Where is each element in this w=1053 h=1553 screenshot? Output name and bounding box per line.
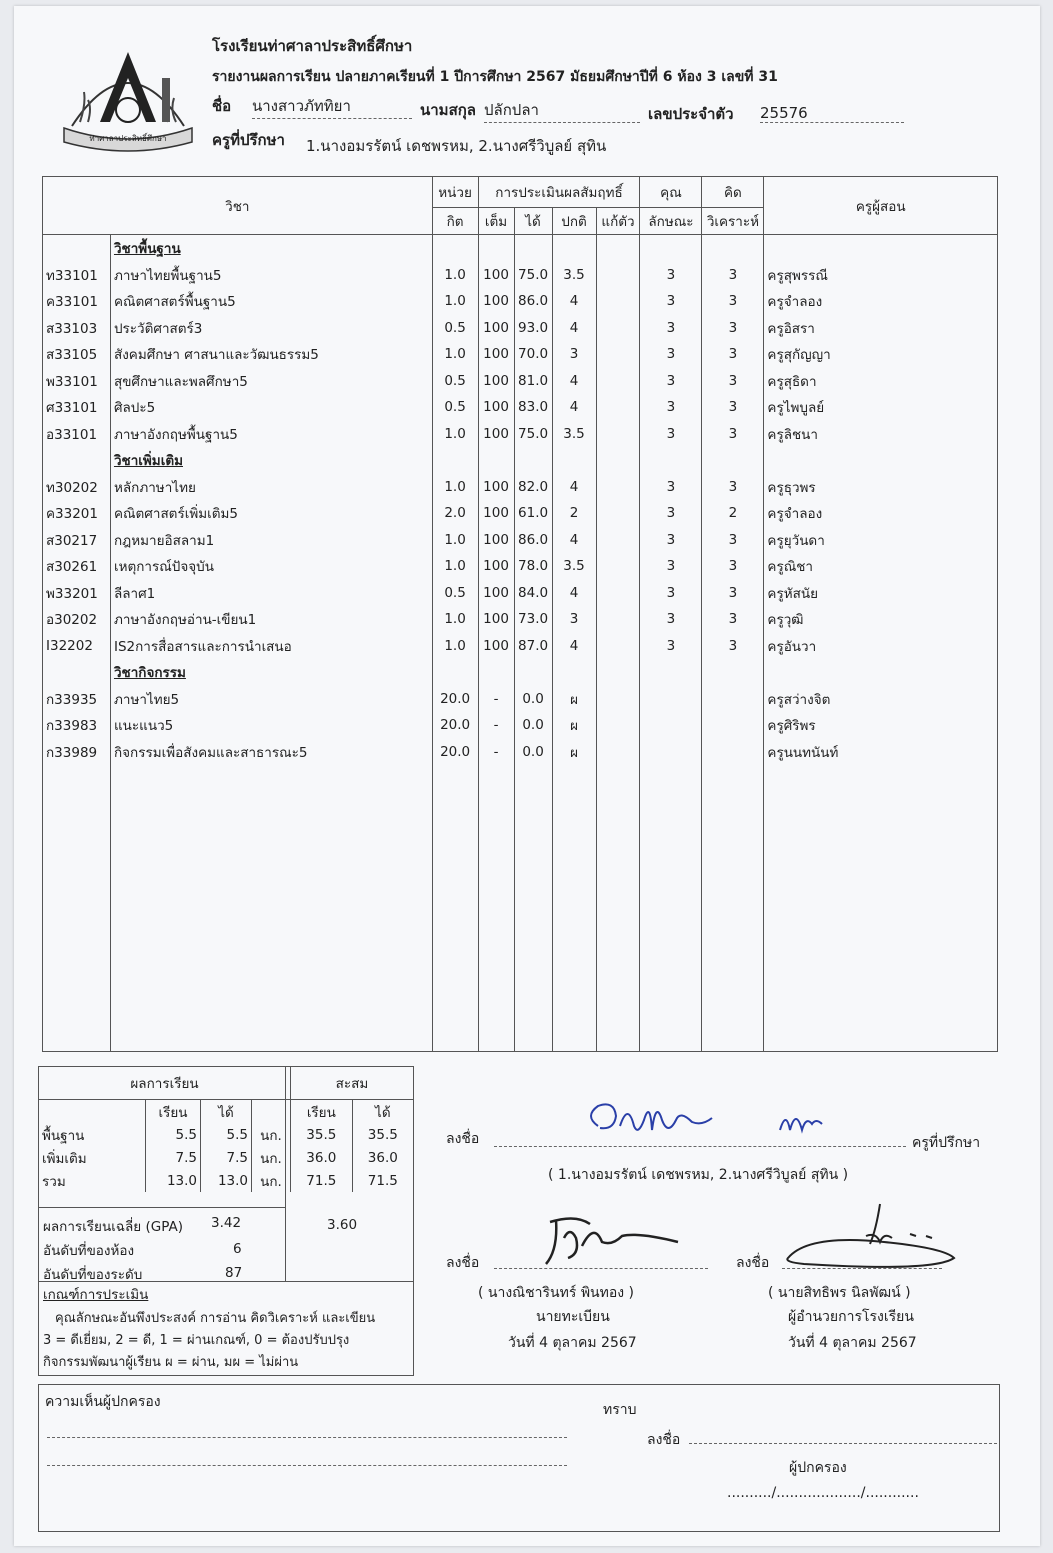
school-logo bbox=[58, 38, 198, 156]
section-header-row bbox=[43, 235, 998, 262]
header-char-bottom: ลักษณะ bbox=[640, 208, 702, 235]
remedial-grade bbox=[596, 527, 640, 554]
credit: 1.0 bbox=[432, 288, 478, 315]
remedial-grade bbox=[596, 553, 640, 580]
score: 0.0 bbox=[514, 739, 552, 766]
summary-credit-rows bbox=[39, 1123, 413, 1192]
summary-row bbox=[39, 1146, 413, 1169]
grade: 4 bbox=[552, 474, 596, 501]
accumulated-studied: 36.0 bbox=[291, 1146, 353, 1169]
characteristic-score: 3 bbox=[640, 315, 702, 342]
credit: 0.5 bbox=[432, 580, 478, 607]
grade: 3 bbox=[552, 341, 596, 368]
table-row bbox=[43, 580, 998, 607]
characteristic-score: 3 bbox=[640, 580, 702, 607]
class-rank-value: 6 bbox=[233, 1241, 242, 1257]
analytical-thinking-score: 3 bbox=[702, 527, 764, 554]
table-row bbox=[43, 553, 998, 580]
subject-name: ศิลปะ5 bbox=[110, 394, 432, 421]
grade: 4 bbox=[552, 394, 596, 421]
subject-code: ค33101 bbox=[43, 288, 111, 315]
remedial-grade bbox=[596, 606, 640, 633]
subject-code: อ33101 bbox=[43, 421, 111, 448]
analytical-thinking-score: 3 bbox=[702, 553, 764, 580]
characteristic-score: 3 bbox=[640, 421, 702, 448]
gpa-value: 3.42 bbox=[211, 1215, 242, 1231]
table-row bbox=[43, 262, 998, 289]
analytical-thinking-score: 3 bbox=[702, 368, 764, 395]
remedial-grade bbox=[596, 686, 640, 713]
characteristic-score bbox=[640, 686, 702, 713]
full-score: 100 bbox=[478, 606, 514, 633]
section-title: วิชาพื้นฐาน bbox=[110, 235, 432, 262]
score: 61.0 bbox=[514, 500, 552, 527]
gpa-label: ผลการเรียนเฉลี่ย (GPA) bbox=[43, 1219, 183, 1235]
section-title: วิชาเพิ่มเติม bbox=[110, 447, 432, 474]
subject-name: หลักภาษาไทย bbox=[110, 474, 432, 501]
analytical-thinking-score: 3 bbox=[702, 474, 764, 501]
full-score: 100 bbox=[478, 394, 514, 421]
score: 86.0 bbox=[514, 527, 552, 554]
teacher-name: ครูนนทนันท์ bbox=[764, 739, 998, 766]
subject-code: ส30217 bbox=[43, 527, 111, 554]
director-sign-label: ลงชื่อ bbox=[736, 1255, 770, 1271]
teacher-name: ครูสุพรรณี bbox=[764, 262, 998, 289]
analytical-thinking-score: 3 bbox=[702, 315, 764, 342]
table-row bbox=[43, 394, 998, 421]
characteristic-score: 3 bbox=[640, 527, 702, 554]
student-first-name: นางสาวภัททิยา bbox=[252, 94, 412, 119]
full-score: 100 bbox=[478, 580, 514, 607]
subject-code: ส30261 bbox=[43, 553, 111, 580]
credit: 20.0 bbox=[432, 686, 478, 713]
summary-acc-study-label: เรียน bbox=[291, 1100, 353, 1124]
advisor-names: 1.นางอมรรัตน์ เดชพรหม, 2.นางศรีวิบูลย์ สุทิน bbox=[306, 137, 607, 155]
surname-label: นามสกุล bbox=[420, 101, 476, 119]
credit: 1.0 bbox=[432, 527, 478, 554]
grades-body bbox=[43, 235, 998, 1052]
teacher-name: ครูยุวันดา bbox=[764, 527, 998, 554]
parent-date-line: ........../.................../............ bbox=[727, 1485, 919, 1501]
credits-studied: 7.5 bbox=[146, 1146, 201, 1169]
credit-unit: นก. bbox=[252, 1169, 291, 1192]
subject-name: ประวัติศาสตร์3 bbox=[110, 315, 432, 342]
accumulated-studied: 35.5 bbox=[291, 1123, 353, 1146]
score: 0.0 bbox=[514, 712, 552, 739]
subject-name: ภาษาไทย5 bbox=[110, 686, 432, 713]
teacher-name: ครูสุกัญญา bbox=[764, 341, 998, 368]
subject-name: ภาษาไทยพื้นฐาน5 bbox=[110, 262, 432, 289]
teacher-name: ครูณิชา bbox=[764, 553, 998, 580]
analytical-thinking-score: 3 bbox=[702, 633, 764, 660]
summary-result-label: ผลการเรียน bbox=[130, 1076, 199, 1092]
grade: ผ bbox=[552, 739, 596, 766]
summary-row bbox=[39, 1169, 413, 1192]
table-row bbox=[43, 341, 998, 368]
parent-sign-label: ลงชื่อ bbox=[647, 1432, 681, 1448]
remedial-grade bbox=[596, 262, 640, 289]
table-row bbox=[43, 633, 998, 660]
score: 81.0 bbox=[514, 368, 552, 395]
credits-earned: 13.0 bbox=[201, 1169, 252, 1192]
credit: 1.0 bbox=[432, 341, 478, 368]
subject-code: ศ33101 bbox=[43, 394, 111, 421]
header-got: ได้ bbox=[514, 208, 552, 235]
credit: 1.0 bbox=[432, 421, 478, 448]
remedial-grade bbox=[596, 633, 640, 660]
criteria-title: เกณฑ์การประเมิน bbox=[43, 1287, 149, 1303]
parent-sign-line[interactable] bbox=[689, 1443, 997, 1444]
table-row bbox=[43, 606, 998, 633]
remedial-grade bbox=[596, 368, 640, 395]
header-subject: วิชา bbox=[43, 177, 433, 235]
class-rank-label: อันดับที่ของห้อง bbox=[43, 1243, 135, 1259]
characteristic-score: 3 bbox=[640, 262, 702, 289]
subject-name: สุขศึกษาและพลศึกษา5 bbox=[110, 368, 432, 395]
header-fix: แก้ตัว bbox=[596, 208, 640, 235]
table-row bbox=[43, 315, 998, 342]
summary-acc-got-label: ได้ bbox=[352, 1100, 413, 1124]
remedial-grade bbox=[596, 712, 640, 739]
gpa-accumulated: 3.60 bbox=[327, 1217, 358, 1233]
score: 84.0 bbox=[514, 580, 552, 607]
subject-code: ท33101 bbox=[43, 262, 111, 289]
score: 75.0 bbox=[514, 421, 552, 448]
credits-earned: 5.5 bbox=[201, 1123, 252, 1146]
table-row bbox=[43, 288, 998, 315]
registrar-sign-label: ลงชื่อ bbox=[446, 1255, 480, 1271]
full-score: - bbox=[478, 686, 514, 713]
analytical-thinking-score bbox=[702, 712, 764, 739]
subject-code: ก33983 bbox=[43, 712, 111, 739]
full-score: - bbox=[478, 712, 514, 739]
full-score: 100 bbox=[478, 421, 514, 448]
credit: 0.5 bbox=[432, 394, 478, 421]
credit: 1.0 bbox=[432, 474, 478, 501]
analytical-thinking-score: 2 bbox=[702, 500, 764, 527]
full-score: 100 bbox=[478, 262, 514, 289]
grade: 4 bbox=[552, 315, 596, 342]
grade: 4 bbox=[552, 633, 596, 660]
summary-row bbox=[39, 1123, 413, 1146]
grade: ผ bbox=[552, 686, 596, 713]
full-score: 100 bbox=[478, 368, 514, 395]
header-think-top: คิด bbox=[702, 177, 764, 208]
credit-unit: นก. bbox=[252, 1146, 291, 1169]
school-name: โรงเรียนท่าศาลาประสิทธิ์ศึกษา bbox=[212, 37, 413, 55]
remedial-grade bbox=[596, 341, 640, 368]
full-score: 100 bbox=[478, 500, 514, 527]
credit: 1.0 bbox=[432, 553, 478, 580]
grade: 2 bbox=[552, 500, 596, 527]
header-normal: ปกติ bbox=[552, 208, 596, 235]
subject-name: ลีลาศ1 bbox=[110, 580, 432, 607]
subject-name: ภาษาอังกฤษพื้นฐาน5 bbox=[110, 421, 432, 448]
credit: 0.5 bbox=[432, 315, 478, 342]
advisor-label: ครูที่ปรึกษา bbox=[212, 131, 285, 149]
criteria-line-3: กิจกรรมพัฒนาผู้เรียน ผ = ผ่าน, มผ = ไม่ผ่าน bbox=[43, 1355, 299, 1370]
score: 70.0 bbox=[514, 341, 552, 368]
subject-name: กิจกรรมเพื่อสังคมและสาธารณะ5 bbox=[110, 739, 432, 766]
characteristic-score: 3 bbox=[640, 474, 702, 501]
subject-code: ค33201 bbox=[43, 500, 111, 527]
opinion-line-2[interactable] bbox=[47, 1465, 567, 1466]
characteristic-score bbox=[640, 739, 702, 766]
teacher-name: ครูหัสนัย bbox=[764, 580, 998, 607]
subject-code: ส33103 bbox=[43, 315, 111, 342]
opinion-line-1[interactable] bbox=[47, 1437, 567, 1438]
remedial-grade bbox=[596, 288, 640, 315]
accumulated-studied: 71.5 bbox=[291, 1169, 353, 1192]
subject-code: I32202 bbox=[43, 633, 111, 660]
credits-studied: 13.0 bbox=[146, 1169, 201, 1192]
remedial-grade bbox=[596, 394, 640, 421]
summary-row-label: เพิ่มเติม bbox=[42, 1150, 87, 1167]
teacher-name: ครูสว่างจิต bbox=[764, 686, 998, 713]
registrar-role: นายทะเบียน bbox=[536, 1309, 610, 1325]
accumulated-earned: 36.0 bbox=[352, 1146, 413, 1169]
full-score: 100 bbox=[478, 341, 514, 368]
analytical-thinking-score: 3 bbox=[702, 262, 764, 289]
advisor-signature bbox=[580, 1096, 860, 1148]
full-score: 100 bbox=[478, 474, 514, 501]
registrar-name: ( นางณิชารินทร์ พินทอง ) bbox=[478, 1285, 635, 1301]
subject-code: พ33101 bbox=[43, 368, 111, 395]
subject-code: ท30202 bbox=[43, 474, 111, 501]
full-score: 100 bbox=[478, 288, 514, 315]
teacher-name: ครูลิชนา bbox=[764, 421, 998, 448]
score: 78.0 bbox=[514, 553, 552, 580]
table-row bbox=[43, 474, 998, 501]
summary-row-label: พื้นฐาน bbox=[42, 1127, 85, 1144]
teacher-name: ครูอันวา bbox=[764, 633, 998, 660]
remedial-grade bbox=[596, 739, 640, 766]
characteristic-score: 3 bbox=[640, 288, 702, 315]
table-row bbox=[43, 500, 998, 527]
section-header-row bbox=[43, 659, 998, 686]
grade: 3.5 bbox=[552, 553, 596, 580]
parent-role: ผู้ปกครอง bbox=[789, 1460, 847, 1476]
student-id: 25576 bbox=[760, 104, 904, 123]
characteristic-score: 3 bbox=[640, 553, 702, 580]
accumulated-earned: 71.5 bbox=[352, 1169, 413, 1192]
analytical-thinking-score: 3 bbox=[702, 421, 764, 448]
score: 0.0 bbox=[514, 686, 552, 713]
characteristic-score: 3 bbox=[640, 368, 702, 395]
subject-name: ภาษาอังกฤษอ่าน-เขียน1 bbox=[110, 606, 432, 633]
score: 75.0 bbox=[514, 262, 552, 289]
full-score: 100 bbox=[478, 633, 514, 660]
acknowledge-text: ทราบ bbox=[603, 1402, 637, 1418]
report-title: รายงานผลการเรียน ปลายภาคเรียนที่ 1 ปีการศึกษา 2567 มัธยมศึกษาปีที่ 6 ห้อง 3 เลขที่ 31 bbox=[212, 69, 778, 85]
analytical-thinking-score: 3 bbox=[702, 341, 764, 368]
score: 86.0 bbox=[514, 288, 552, 315]
grade: ผ bbox=[552, 712, 596, 739]
header-think-bottom: วิเคราะห์ bbox=[702, 208, 764, 235]
credit: 1.0 bbox=[432, 633, 478, 660]
subject-name: เหตุการณ์ปัจจุบัน bbox=[110, 553, 432, 580]
registrar-signature bbox=[520, 1208, 700, 1274]
subject-name: คณิตศาสตร์เพิ่มเติม5 bbox=[110, 500, 432, 527]
characteristic-score: 3 bbox=[640, 341, 702, 368]
criteria-line-1: คุณลักษณะอันพึงประสงค์ การอ่าน คิดวิเคราะห์ และเขียน bbox=[55, 1311, 376, 1326]
subject-name: แนะแนว5 bbox=[110, 712, 432, 739]
credit-unit: นก. bbox=[252, 1123, 291, 1146]
header-char-top: คุณ bbox=[640, 177, 702, 208]
credit: 20.0 bbox=[432, 739, 478, 766]
teacher-name: ครูจำลอง bbox=[764, 288, 998, 315]
subject-code: ส33105 bbox=[43, 341, 111, 368]
parent-opinion-box bbox=[38, 1384, 1000, 1532]
analytical-thinking-score: 3 bbox=[702, 394, 764, 421]
director-date: วันที่ 4 ตุลาคม 2567 bbox=[788, 1335, 917, 1351]
teacher-name: ครูจำลอง bbox=[764, 500, 998, 527]
summary-got-label: ได้ bbox=[201, 1100, 252, 1124]
subject-code: ก33989 bbox=[43, 739, 111, 766]
grade: 4 bbox=[552, 527, 596, 554]
credit: 2.0 bbox=[432, 500, 478, 527]
credits-earned: 7.5 bbox=[201, 1146, 252, 1169]
grade: 4 bbox=[552, 368, 596, 395]
teacher-name: ครูอิสรา bbox=[764, 315, 998, 342]
full-score: - bbox=[478, 739, 514, 766]
table-row bbox=[43, 712, 998, 739]
accumulated-earned: 35.5 bbox=[352, 1123, 413, 1146]
characteristic-score: 3 bbox=[640, 633, 702, 660]
characteristic-score bbox=[640, 712, 702, 739]
credit: 20.0 bbox=[432, 712, 478, 739]
director-role: ผู้อำนวยการโรงเรียน bbox=[788, 1309, 914, 1325]
characteristic-score: 3 bbox=[640, 606, 702, 633]
summary-accum-label: สะสม bbox=[291, 1067, 414, 1100]
header-credit-bottom: กิต bbox=[432, 208, 478, 235]
id-label: เลขประจำตัว bbox=[648, 105, 734, 123]
full-score: 100 bbox=[478, 553, 514, 580]
full-score: 100 bbox=[478, 315, 514, 342]
criteria-line-2: 3 = ดีเยี่ยม, 2 = ดี, 1 = ผ่านเกณฑ์, 0 = ต้องปรับปรุง bbox=[43, 1333, 350, 1348]
credit: 0.5 bbox=[432, 368, 478, 395]
summary-study-label: เรียน bbox=[146, 1100, 201, 1124]
subject-code: พ33201 bbox=[43, 580, 111, 607]
director-signature bbox=[780, 1196, 970, 1274]
table-row bbox=[43, 421, 998, 448]
analytical-thinking-score: 3 bbox=[702, 606, 764, 633]
credit: 1.0 bbox=[432, 262, 478, 289]
credit: 1.0 bbox=[432, 606, 478, 633]
level-rank-value: 87 bbox=[225, 1265, 243, 1281]
summary-box bbox=[38, 1066, 414, 1376]
full-score: 100 bbox=[478, 527, 514, 554]
teacher-name: ครูวุฒิ bbox=[764, 606, 998, 633]
analytical-thinking-score: 3 bbox=[702, 580, 764, 607]
advisor-sign-label: ลงชื่อ bbox=[446, 1131, 480, 1147]
header-credit-top: หน่วย bbox=[432, 177, 478, 208]
header-assessment: การประเมินผลสัมฤทธิ์ bbox=[478, 177, 640, 208]
advisor-role: ครูที่ปรึกษา bbox=[912, 1135, 981, 1151]
registrar-date: วันที่ 4 ตุลาคม 2567 bbox=[508, 1335, 637, 1351]
score: 83.0 bbox=[514, 394, 552, 421]
analytical-thinking-score bbox=[702, 739, 764, 766]
subject-name: กฎหมายอิสลาม1 bbox=[110, 527, 432, 554]
grade: 4 bbox=[552, 288, 596, 315]
subject-code: อ30202 bbox=[43, 606, 111, 633]
score: 87.0 bbox=[514, 633, 552, 660]
grade: 4 bbox=[552, 580, 596, 607]
advisor-signer-names: ( 1.นางอมรรัตน์ เดชพรหม, 2.นางศรีวิบูลย์ สุทิน ) bbox=[548, 1167, 849, 1183]
section-header-row bbox=[43, 447, 998, 474]
grades-table bbox=[42, 176, 998, 1052]
table-row bbox=[43, 368, 998, 395]
table-row bbox=[43, 686, 998, 713]
teacher-name: ครูศิริพร bbox=[764, 712, 998, 739]
score: 82.0 bbox=[514, 474, 552, 501]
grade: 3.5 bbox=[552, 262, 596, 289]
credits-studied: 5.5 bbox=[146, 1123, 201, 1146]
level-rank-label: อันดับที่ของระดับ bbox=[43, 1267, 143, 1283]
score: 93.0 bbox=[514, 315, 552, 342]
grade: 3.5 bbox=[552, 421, 596, 448]
subject-name: สังคมศึกษา ศาสนาและวัฒนธรรม5 bbox=[110, 341, 432, 368]
header-full: เต็ม bbox=[478, 208, 514, 235]
name-label: ชื่อ bbox=[212, 97, 232, 115]
characteristic-score: 3 bbox=[640, 394, 702, 421]
subject-code: ก33935 bbox=[43, 686, 111, 713]
subject-name: คณิตศาสตร์พื้นฐาน5 bbox=[110, 288, 432, 315]
svg-text:ท่าศาลาประสิทธิ์ศึกษา: ท่าศาลาประสิทธิ์ศึกษา bbox=[89, 134, 167, 143]
remedial-grade bbox=[596, 500, 640, 527]
teacher-name: ครูธุวพร bbox=[764, 474, 998, 501]
parent-opinion-label: ความเห็นผู้ปกครอง bbox=[45, 1394, 161, 1410]
teacher-name: ครูสุธิดา bbox=[764, 368, 998, 395]
remedial-grade bbox=[596, 421, 640, 448]
score: 73.0 bbox=[514, 606, 552, 633]
teacher-name: ครูไพบูลย์ bbox=[764, 394, 998, 421]
director-name: ( นายสิทธิพร นิลพัฒน์ ) bbox=[768, 1285, 911, 1301]
section-title: วิชากิจกรรม bbox=[110, 659, 432, 686]
characteristic-score: 3 bbox=[640, 500, 702, 527]
remedial-grade bbox=[596, 580, 640, 607]
remedial-grade bbox=[596, 474, 640, 501]
remedial-grade bbox=[596, 315, 640, 342]
analytical-thinking-score: 3 bbox=[702, 288, 764, 315]
table-row bbox=[43, 739, 998, 766]
analytical-thinking-score bbox=[702, 686, 764, 713]
student-surname: ปลักปลา bbox=[484, 98, 640, 123]
summary-row-label: รวม bbox=[42, 1173, 66, 1190]
table-row bbox=[43, 527, 998, 554]
grade: 3 bbox=[552, 606, 596, 633]
header-teacher: ครูผู้สอน bbox=[764, 177, 998, 235]
subject-name: IS2การสื่อสารและการนำเสนอ bbox=[110, 633, 432, 660]
table-empty-space bbox=[43, 765, 998, 1052]
